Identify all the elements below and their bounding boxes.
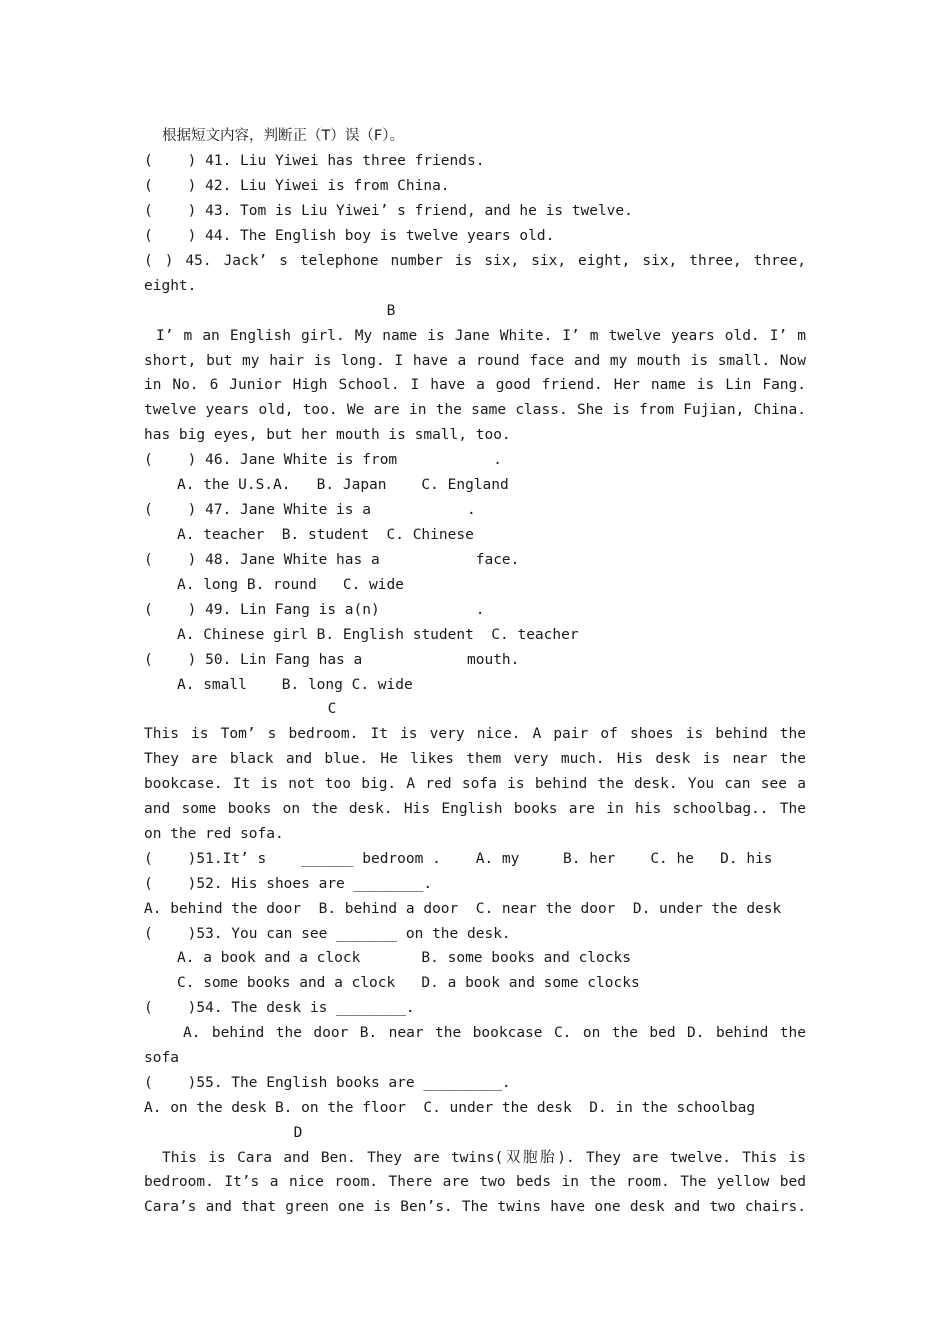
passage-c-line: and some books on the desk. His English books are in his schoolbag.. The bbox=[144, 801, 806, 817]
passage-c-line: They are black and blue. He likes them very much. His desk is near the bbox=[144, 751, 806, 767]
passage-b-line: has big eyes, but her mouth is small, too. bbox=[144, 427, 511, 443]
passage-b-line: in No. 6 Junior High School. I have a good friend. Her name is Lin Fang. bbox=[144, 377, 806, 393]
question-45: ( ) 45. Jack’ s telephone number is six, six, eight, six, three, three, bbox=[144, 253, 806, 269]
question-54-wrap: sofa bbox=[144, 1050, 179, 1066]
question-47-options: A. teacher B. student C. Chinese bbox=[177, 527, 474, 543]
question-54-options: A. behind the door B. near the bookcase C. on the bed D. behind the bbox=[183, 1025, 806, 1041]
section-d-heading: D bbox=[293, 1125, 303, 1141]
question-48: ( ) 48. Jane White has a face. bbox=[144, 552, 520, 568]
question-43: ( ) 43. Tom is Liu Yiwei’ s friend, and he is twelve. bbox=[144, 203, 633, 219]
question-52-options: A. behind the door B. behind a door C. near the door D. under the desk bbox=[144, 901, 782, 917]
passage-b-line: short, but my hair is long. I have a round face and my mouth is small. Now bbox=[144, 353, 806, 369]
passage-c-line: This is Tom’ s bedroom. It is very nice. A pair of shoes is behind the bbox=[144, 726, 806, 742]
question-46: ( ) 46. Jane White is from . bbox=[144, 452, 502, 468]
question-53-options: A. a book and a clock B. some books and clocks bbox=[177, 950, 631, 966]
question-53: ( )53. You can see _______ on the desk. bbox=[144, 926, 511, 942]
question-45-wrap: eight. bbox=[144, 278, 197, 294]
question-50: ( ) 50. Lin Fang has a mouth. bbox=[144, 652, 520, 668]
passage-c-line: bookcase. It is not too big. A red sofa is behind the desk. You can see a bbox=[144, 776, 806, 792]
passage-d-line: This is Cara and Ben. They are twins(双胞胎). They are twelve. This is bbox=[162, 1150, 806, 1166]
question-49: ( ) 49. Lin Fang is a(n) . bbox=[144, 602, 485, 618]
section-c-heading: C bbox=[327, 701, 337, 717]
question-44: ( ) 44. The English boy is twelve years old. bbox=[144, 228, 555, 244]
question-52: ( )52. His shoes are ________. bbox=[144, 876, 433, 892]
question-50-options: A. small B. long C. wide bbox=[177, 677, 413, 693]
section-b-heading: B bbox=[386, 303, 396, 319]
question-47: ( ) 47. Jane White is a . bbox=[144, 502, 476, 518]
passage-b-line: I’ m an English girl. My name is Jane White. I’ m twelve years old. I’ m bbox=[156, 328, 806, 344]
passage-d-line: bedroom. It’s a nice room. There are two beds in the room. The yellow bed bbox=[144, 1174, 806, 1190]
question-53-options: C. some books and a clock D. a book and some clocks bbox=[177, 975, 640, 991]
question-54: ( )54. The desk is ________. bbox=[144, 1000, 415, 1016]
passage-c-line: on the red sofa. bbox=[144, 826, 284, 842]
question-55-options: A. on the desk B. on the floor C. under the desk D. in the schoolbag bbox=[144, 1100, 756, 1116]
question-41: ( ) 41. Liu Yiwei has three friends. bbox=[144, 153, 485, 169]
question-48-options: A. long B. round C. wide bbox=[177, 577, 404, 593]
question-55: ( )55. The English books are _________. bbox=[144, 1075, 511, 1091]
question-49-options: A. Chinese girl B. English student C. teacher bbox=[177, 627, 579, 643]
passage-d-line: Cara’s and that green one is Ben’s. The twins have one desk and two chairs. bbox=[144, 1199, 806, 1215]
section-a-instruction: 根据短文内容，判断正（T）误（F）。 bbox=[162, 128, 404, 144]
question-42: ( ) 42. Liu Yiwei is from China. bbox=[144, 178, 450, 194]
question-51: ( )51.It’ s ______ bedroom . A. my B. her C. he D. his bbox=[144, 851, 773, 867]
question-46-options: A. the U.S.A. B. Japan C. England bbox=[177, 477, 509, 493]
passage-b-line: twelve years old, too. We are in the same class. She is from Fujian, China. bbox=[144, 402, 806, 418]
